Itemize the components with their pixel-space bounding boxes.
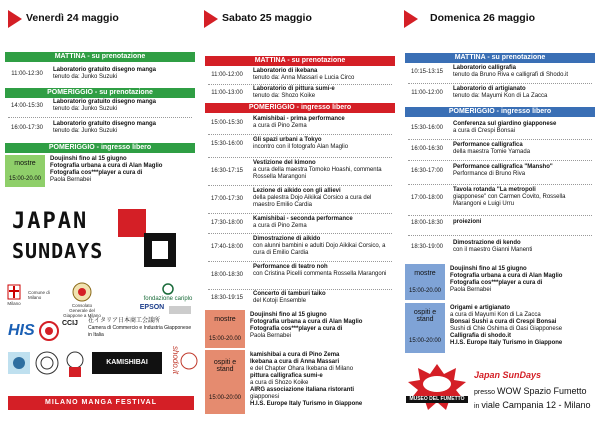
event-sub: con alunni bambini e adulti Dojo Aikikai Corsico, a cura di Emilio Cardia [253, 243, 386, 256]
event-row [5, 99, 195, 115]
divider [408, 215, 592, 216]
footer-presso [474, 386, 587, 396]
day-banner [8, 8, 194, 30]
ospiti-line: Origami e artigianato [450, 305, 511, 311]
mostre-line: Fotografia cos***player a cura di [250, 326, 343, 332]
section-header: MATTINA - su prenotazione [405, 53, 595, 63]
day-banner [404, 8, 594, 30]
event-time: 15:00-15:30 [210, 120, 244, 126]
event-row [405, 219, 595, 229]
logo-line1: JAPAN [12, 209, 89, 234]
event-title: Performance calligrafica [453, 142, 523, 148]
event-time: 11:00-12:00 [211, 72, 243, 78]
divider [208, 134, 392, 135]
mostre-line: Fotografia cos***player a cura di [50, 170, 143, 176]
museo-fumetto-logo [406, 362, 468, 412]
divider [408, 139, 592, 140]
event-sub: a cura della maestra Tomoko Hoashi, commenta Rossella Marangoni [253, 167, 382, 180]
ospiti-label: ospiti e stand [213, 359, 237, 373]
event-sub: incontro con il fotografo Alan Maglio [253, 144, 349, 150]
doll-logo [62, 350, 88, 378]
mostre-time: 15:00-20.00 [208, 335, 242, 342]
mostre-line: Fotografia urbana a cura di Alan Maglio [50, 163, 163, 169]
footer-in-word: in [474, 403, 480, 410]
day-title: Sabato 25 maggio [222, 12, 312, 24]
logo-line2: SUNDAYS [12, 239, 104, 263]
mostre-time: 15:00-20.00 [8, 176, 42, 182]
divider [408, 235, 592, 236]
event-sub: della maestra Tomie Yamada [453, 149, 531, 155]
comune-logo: Comune di Milano [28, 290, 50, 300]
mostre-line: Paola Bernabei [50, 177, 92, 183]
event-row [205, 86, 395, 100]
divider [208, 233, 392, 234]
ospiti-text [450, 305, 595, 353]
divider [408, 160, 592, 161]
mostre-label: mostre [14, 159, 36, 167]
event-sub: giapponese" con Carmen Covito, Rossella Marangoni e Luigi Urru [453, 194, 566, 207]
mostre-line: Fotografia cos***player a cura di [450, 280, 543, 286]
his-logo: HIS [8, 322, 35, 339]
mostre-label: mostre [214, 316, 236, 323]
mostre-time: 15:00-20.00 [408, 288, 442, 294]
event-row [205, 68, 395, 82]
circle-flower-icon [180, 348, 198, 374]
day-title: Venerdì 24 maggio [26, 12, 119, 24]
event-row [205, 236, 395, 258]
event-row [405, 86, 595, 100]
mostre-line: Doujinshi fino al 15 giugno [50, 156, 127, 162]
ospiti-line: Calligrafia di shodo.it [450, 333, 512, 339]
event-sub: tenuto da: Junko Suzuki [53, 74, 118, 80]
event-title: Concerto di tamburi taiko [253, 291, 326, 297]
mostre-line: Doujinshi fino al 15 giugno [250, 312, 327, 318]
event-title: Lezione di aikido con gli allievi [253, 188, 341, 194]
event-row [205, 264, 395, 286]
event-sub: tenuto da: Mayumi Kon di La Zacca [453, 93, 548, 99]
japan-sundays-logo [10, 205, 190, 275]
event-title: Dimostrazione di kendo [453, 240, 521, 246]
ospiti-time: 15:00-20:00 [208, 395, 242, 401]
mostre-text [50, 156, 195, 188]
camera-jp: 在イタリア日本商工会議所 [88, 318, 161, 324]
event-time: 17:00-18:00 [410, 195, 444, 201]
event-time: 14:00-15:30 [10, 103, 44, 109]
ospiti-line: Sushi di Chie Oshima di Oasi Giapponese [450, 326, 563, 332]
event-row [405, 164, 595, 178]
event-title: Laboratorio di pittura sumi-e [253, 86, 335, 92]
section-header: MATTINA - su prenotazione [5, 52, 195, 62]
event-time: 18:00-18:30 [210, 272, 244, 278]
divider [208, 157, 392, 158]
shodo-logo: shodo.it [171, 346, 180, 375]
camera-commercio [88, 318, 196, 339]
circle-logo [180, 348, 198, 378]
event-time: 16:00-16:30 [410, 146, 444, 152]
ospiti-line: e del Chapter Ohara Ikebana di Milano [250, 366, 354, 372]
event-row [405, 65, 595, 79]
event-row [405, 240, 595, 254]
divider [208, 213, 392, 214]
event-row [205, 116, 395, 130]
event-time: 16:00-17:30 [10, 125, 44, 131]
event-time: 17:40-18:00 [210, 244, 244, 250]
epson-logo: EPSON [139, 304, 165, 311]
divider [208, 289, 392, 290]
ospiti-line: a cura di Shozo Koike [250, 380, 309, 386]
event-time: 18:00-18:30 [410, 220, 444, 226]
mostre-text [450, 266, 595, 300]
event-title: Laboratorio gratuito disegno manga [53, 67, 157, 73]
event-sub: con il maestro Gianni Manenti [453, 247, 533, 253]
event-time: 17:00-17:30 [210, 196, 244, 202]
footer-address: viale Campania 12 - Milano [481, 400, 591, 410]
event-time: 17:30-18:00 [210, 220, 244, 226]
event-row [205, 291, 395, 305]
mostre-line: Fotografia urbana a cura di Alan Maglio [450, 273, 563, 279]
footer-venue: WOW Spazio Fumetto [496, 386, 587, 396]
camera-it: Camera di Commercio e Industria Giapponese in Italia [88, 325, 192, 338]
ospiti-label: ospiti e stand [413, 308, 437, 323]
ccij-logo [38, 320, 58, 340]
event-title: Vestizione del kimono [253, 160, 316, 166]
stone-icon [168, 305, 192, 315]
day-column-saturday [200, 0, 400, 424]
milano-crest-icon [7, 284, 21, 300]
mostre-box [405, 264, 445, 300]
event-title: Laboratorio di ikebana [253, 68, 318, 74]
mostre-text [250, 312, 395, 348]
section-header: POMERIGGIO - su prenotazione [5, 88, 195, 98]
day-column-friday [0, 0, 200, 424]
mostre-label: mostre [414, 269, 436, 277]
event-row [205, 188, 395, 210]
europa-logo [34, 350, 60, 376]
mostre-line: Paola Bernabei [450, 287, 492, 293]
mostre-line: Doujinshi fino al 15 giugno [450, 266, 527, 272]
divider [208, 261, 392, 262]
event-sub: Performance di Bruno Riva [453, 171, 526, 177]
event-row [5, 121, 195, 137]
wow-burst-icon [406, 362, 468, 412]
event-time: 16:30-17:15 [210, 168, 244, 174]
divider [8, 117, 192, 118]
consolato-logo: Consolato Generale del Giappone a Milano [62, 282, 102, 318]
event-time: 18:30-19:15 [210, 295, 244, 301]
event-title: Kamishibai - prima performance [253, 116, 345, 122]
ospiti-line: H.I.S. Europe Italy Turismo in Giappone [250, 401, 363, 407]
ospiti-line: a cura di Mayumi Kon di La Zacca [450, 312, 541, 318]
section-header: POMERIGGIO - ingresso libero [5, 143, 195, 153]
ospiti-box [405, 303, 445, 353]
footer-event-name: Japan SunDays [474, 370, 542, 380]
event-row [405, 121, 595, 135]
fondazione-logo: fondazione cariplo [140, 283, 196, 302]
event-row [405, 142, 595, 156]
ccij-icon [38, 320, 60, 342]
event-title: Gli spazi urbani a Tokyo [253, 137, 322, 143]
event-title: proiezioni [453, 219, 482, 225]
event-time: 15:30-16:00 [410, 125, 444, 131]
event-title: Laboratorio gratuito disegno manga [53, 99, 157, 105]
event-time: 15:30-16:00 [210, 141, 244, 147]
divider [408, 184, 592, 185]
section-header: POMERIGGIO - ingresso libero [405, 107, 595, 117]
divider [208, 185, 392, 186]
event-title: Laboratorio calligrafia [453, 65, 517, 71]
event-time: 16:30-17:00 [410, 168, 444, 174]
event-sub: a cura di Crespi Bonsai [453, 128, 516, 134]
event-time: 11:00-12:30 [11, 71, 43, 77]
event-time: 11:00-12:00 [411, 90, 443, 96]
cariplo-icon [162, 283, 174, 295]
divider [408, 83, 592, 84]
stone-logo [166, 305, 194, 317]
event-sub: a cura di Pino Zema [253, 223, 307, 229]
biblioteca-icon [6, 350, 32, 376]
event-time: 11:00-13:00 [211, 90, 243, 96]
ospiti-line: H.I.S. Europe Italy Turismo in Giappone [450, 340, 563, 346]
doll-icon [62, 350, 88, 378]
event-title: Performance di teatro noh [253, 264, 328, 270]
ospiti-line: AIRG associazione italiana ristoranti [250, 387, 355, 393]
mostre-box [205, 310, 245, 348]
europa-seal-icon [34, 350, 60, 376]
logo-squares-icon [116, 207, 178, 271]
day-title: Domenica 26 maggio [430, 12, 536, 24]
event-time: 18:30-19:00 [410, 244, 444, 250]
divider [208, 84, 392, 85]
event-sub: del Kotoji Ensemble [253, 298, 307, 304]
ccij-text: CCIJ [62, 320, 78, 327]
event-row [205, 216, 395, 230]
milano-manga-festival-logo: MILANO MANGA FESTIVAL [8, 396, 194, 410]
section-header: MATTINA - su prenotazione [205, 56, 395, 66]
event-row [405, 187, 595, 209]
event-sub: tenuto da: Anna Massari e Lucia Circo [253, 75, 355, 81]
event-row [205, 137, 395, 151]
event-sub: a cura di Pino Zema [253, 123, 307, 129]
ospiti-box [205, 350, 245, 414]
event-sub: tenuto da Bruno Riva e calligrafi di Shodo.it [453, 72, 569, 78]
footer-presso-word: presso [474, 389, 496, 396]
milano-logo: Milano [4, 284, 24, 306]
section-header: POMERIGGIO - ingresso libero [205, 103, 395, 113]
event-sub: della palestra Dojo Aikikai Corsico a cura del maestro Emilio Cardia [253, 195, 372, 208]
event-title: Laboratorio gratuito disegno manga [53, 121, 157, 127]
consolato-seal-icon [72, 282, 92, 302]
day-banner [204, 8, 394, 30]
kamishibai-logo: KAMISHIBAI [92, 352, 162, 374]
event-title: Performance calligrafica "Mansho" [453, 164, 553, 170]
ospiti-line: kamishibai a cura di Pino Zema [250, 352, 340, 358]
event-sub: tenuto da: Shozo Koike [253, 93, 316, 99]
event-sub: tenuto da: Junko Suzuki [53, 106, 118, 112]
event-title: Kamishibai - seconda performance [253, 216, 353, 222]
event-row [5, 67, 195, 83]
ospiti-line: Ikebana a cura di Anna Massari [250, 359, 340, 365]
ospiti-time: 15:00-20:00 [408, 337, 442, 344]
event-row [205, 160, 395, 182]
event-title: Laboratorio di artigianato [453, 86, 526, 92]
mostre-line: Paola Bernabei [250, 333, 292, 339]
ospiti-text [250, 352, 395, 414]
event-title: Dimostrazione di aikido [253, 236, 321, 242]
day-column-sunday [400, 0, 600, 424]
event-title: Conferenza sul giardino giapponese [453, 121, 557, 127]
ospiti-line: giapponesi [250, 394, 280, 400]
footer-address-line [474, 400, 590, 410]
ospiti-line: Bonsai Sushi a cura di Crespi Bonsai [450, 319, 557, 325]
event-title: Tavola rotanda "La metropoli [453, 187, 536, 193]
mostre-box [5, 155, 45, 187]
museo-text: MUSEO DEL FUMETTO [406, 396, 468, 403]
event-sub: tenuto da: Junko Suzuki [53, 128, 118, 134]
biblioteca-logo [6, 350, 32, 376]
event-time: 10:15-13:15 [410, 69, 444, 75]
event-sub: con Cristina Picelli commenta Rossella Marangoni [253, 271, 387, 277]
mostre-line: Fotografia urbana a cura di Alan Maglio [250, 319, 363, 325]
ospiti-line: pittura calligrafica sumi-e [250, 373, 323, 379]
